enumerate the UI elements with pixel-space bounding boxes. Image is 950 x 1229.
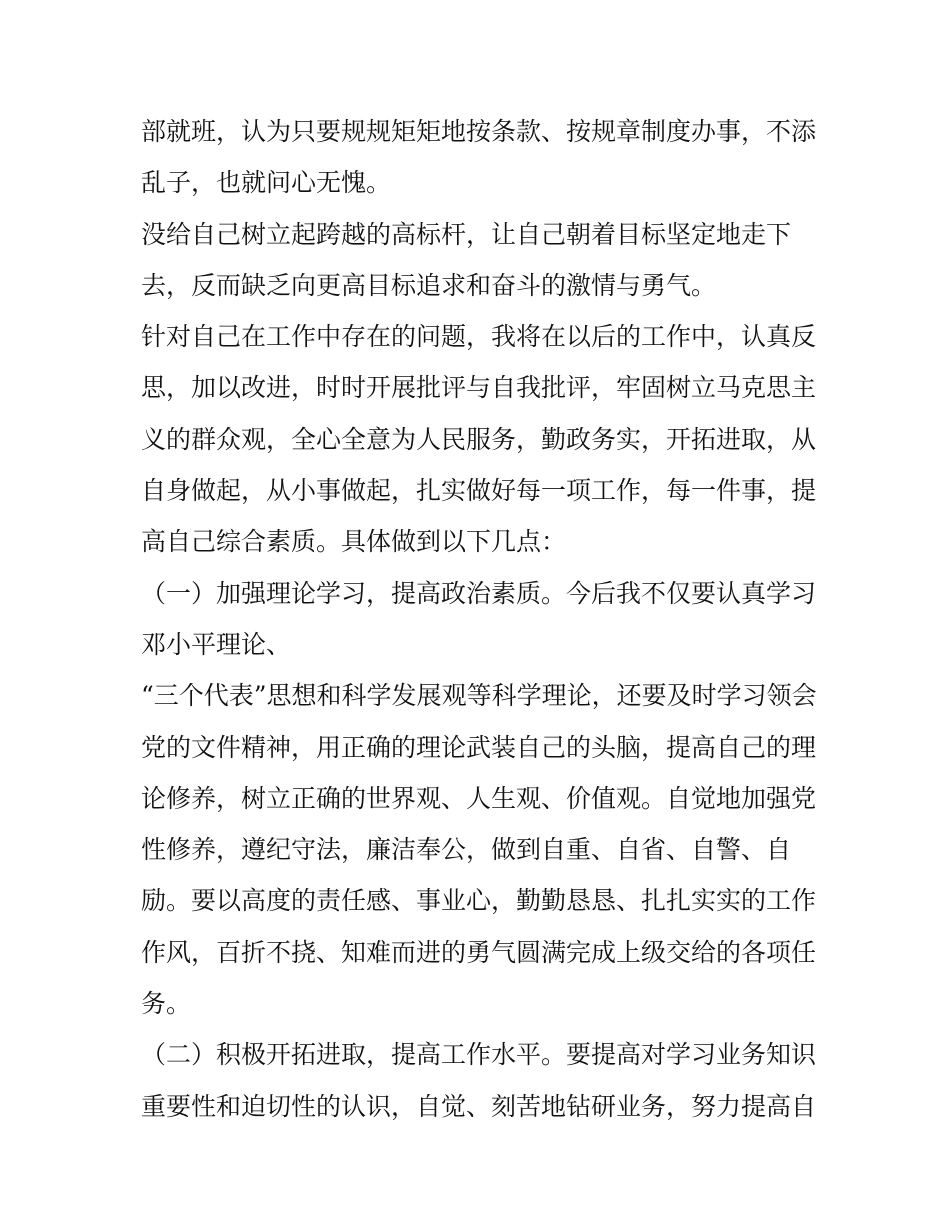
text-line: 性修养，遵纪守法，廉洁奉公，做到自重、自省、自警、自 [141,835,792,865]
text-line: 励。要以高度的责任感、事业心，勤勤恳恳、扎扎实实的工作 [141,886,817,916]
document-body [141,106,821,1132]
text-line: “三个代表”思想和科学发展观等科学理论，还要及时学习领会 [141,681,817,711]
text-line: 党的文件精神，用正确的理论武装自己的头脑，提高自己的理 [141,732,817,762]
text-line: 论修养，树立正确的世界观、人生观、价值观。自觉地加强党 [141,783,817,813]
text-line: 重要性和迫切性的认识，自觉、刻苦地钻研业务，努力提高自 [141,1091,817,1121]
text-line: 思，加以改进，时时开展批评与自我批评，牢固树立马克思主 [141,373,817,403]
text-line: （二）积极开拓进取，提高工作水平。要提高对学习业务知识 [141,1040,817,1070]
text-line: 去，反而缺乏向更高目标追求和奋斗的激情与勇气。 [141,270,717,300]
text-line: 务。 [141,989,192,1019]
text-line: 自身做起，从小事做起，扎实做好每一项工作，每一件事，提 [141,476,817,506]
text-line: 部就班，认为只要规规矩矩地按条款、按规章制度办事，不添 [141,117,817,146]
text-line: （一）加强理论学习，提高政治素质。今后我不仅要认真学习 [141,578,817,608]
text-line: 针对自己在工作中存在的问题，我将在以后的工作中，认真反 [141,322,817,352]
text-line: 没给自己树立起跨越的高标杆，让自己朝着目标坚定地走下 [141,219,792,249]
text-line: 义的群众观，全心全意为人民服务，勤政务实，开拓进取，从 [141,424,817,454]
text-line: 乱子，也就问心无愧。 [141,168,392,198]
text-line: 邓小平理论、 [141,629,292,659]
text-line: 高自己综合素质。具体做到以下几点： [141,527,567,557]
text-line: 作风，百折不挠、知难而进的勇气圆满完成上级交给的各项任 [141,937,817,967]
